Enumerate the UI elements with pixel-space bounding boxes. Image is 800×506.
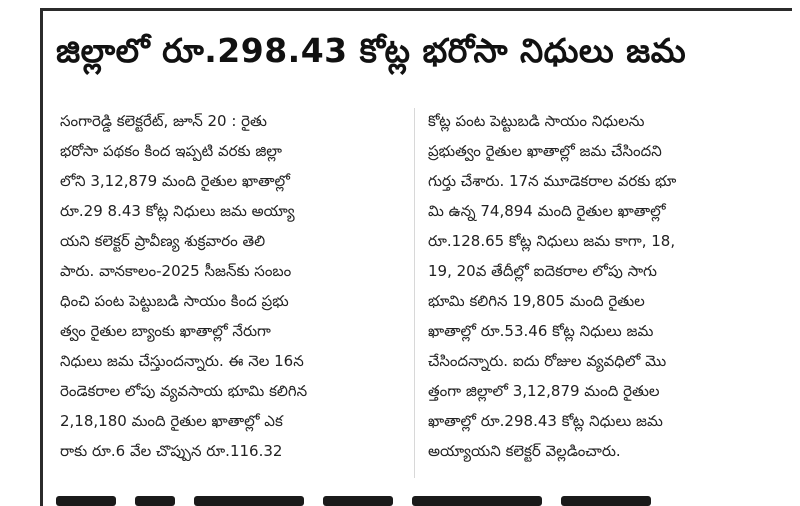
article-line: చేసిందన్నారు. ఐదు రోజుల వ్యవధిలో మొ	[428, 352, 667, 370]
article-line: ధించి పంట పెట్టుబడి సాయం కింద ప్రభు	[60, 292, 289, 310]
article-line: లోని 3,12,879 మంది రైతుల ఖాతాల్లో	[60, 172, 290, 190]
cropped-glyph-block	[323, 496, 393, 506]
cropped-glyph-block	[56, 496, 116, 506]
next-article-headline-cropped	[56, 490, 776, 506]
article-column-right	[428, 106, 780, 466]
article-line: పారు. వానకాలం-2025 సీజన్‌కు సంబం	[60, 262, 292, 280]
article-line: 19, 20వ తేదీల్లో ఐదెకరాల లోపు సాగు	[428, 262, 657, 280]
article-line: 2,18,180 మంది రైతుల ఖాతాల్లో ఎక	[60, 412, 283, 430]
article-line: భూమి కలిగిన 19,805 మంది రైతుల	[428, 292, 645, 310]
left-border-rule	[40, 8, 43, 506]
article-line: రూ.128.65 కోట్ల నిధులు జమ కాగా, 18,	[428, 232, 676, 250]
article-line: ఖాతాల్లో రూ.53.46 కోట్ల నిధులు జమ	[428, 322, 654, 340]
article-line: గుర్తు చేశారు. 17న మూడెకరాల వరకు భూ	[428, 172, 677, 190]
article-line: నిధులు జమ చేస్తుందన్నారు. ఈ నెల 16న	[60, 352, 304, 370]
cropped-glyph-block	[135, 496, 175, 506]
article-line: రూ.29 8.43 కోట్ల నిధులు జమ అయ్యా	[60, 202, 295, 220]
article-line: త్వం రైతుల బ్యాంకు ఖాతాల్లో నేరుగా	[60, 322, 271, 340]
cropped-glyph-block	[412, 496, 542, 506]
cropped-glyph-block	[194, 496, 304, 506]
article-line: కోట్ల పంట పెట్టుబడి సాయం నిధులను	[428, 112, 645, 130]
top-border-rule	[40, 8, 792, 11]
article-line: ప్రభుత్వం రైతుల ఖాతాల్లో జమ చేసిందని	[428, 142, 662, 160]
article-line: రాకు రూ.6 వేల చొప్పున రూ.116.32	[60, 442, 283, 460]
article-line: మి ఉన్న 74,894 మంది రైతుల ఖాతాల్లో	[428, 202, 666, 220]
article-line: భరోసా పథకం కింద ఇప్పటి వరకు జిల్లా	[60, 142, 282, 160]
article-line: త్తంగా జిల్లాలో 3,12,879 మంది రైతుల	[428, 382, 660, 400]
article-line: రెండెకరాల లోపు వ్యవసాయ భూమి కలిగిన	[60, 382, 308, 400]
article-line: యని కలెక్టర్ ప్రావీణ్య శుక్రవారం తెలి	[60, 232, 266, 250]
article-headline: జిల్లాలో రూ.298.43 కోట్ల భరోసా నిధులు జమ	[56, 31, 687, 70]
article-line: ఖాతాల్లో రూ.298.43 కోట్ల నిధులు జమ	[428, 412, 663, 430]
cropped-glyph-block	[561, 496, 651, 506]
article-line: అయ్యాయని కలెక్టర్ వెల్లడించారు.	[428, 442, 621, 460]
column-separator	[414, 108, 415, 478]
article-line: సంగారెడ్డి కలెక్టరేట్, జూన్ 20 : రైతు	[60, 112, 267, 130]
article-column-left	[60, 106, 405, 466]
